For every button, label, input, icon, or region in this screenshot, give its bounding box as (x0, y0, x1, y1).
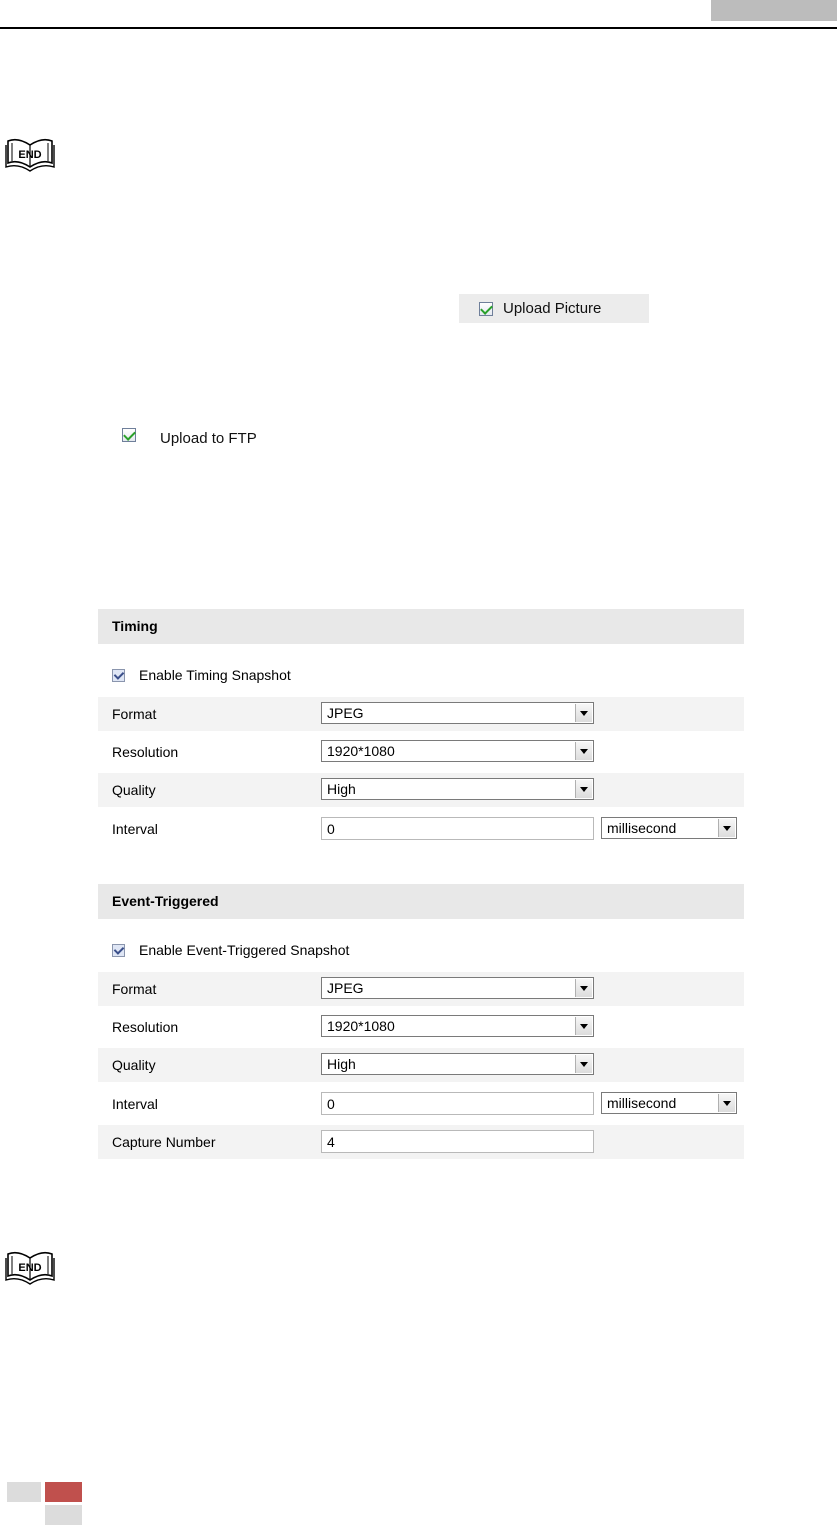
event-interval-input[interactable]: 0 (321, 1092, 594, 1115)
header-rule (0, 27, 837, 29)
event-resolution-select[interactable]: 1920*1080 (321, 1015, 594, 1037)
timing-quality-label: Quality (112, 782, 156, 798)
timing-enable-checkbox[interactable] (112, 669, 125, 682)
timing-format-row (98, 697, 744, 731)
svg-text:END: END (18, 1262, 42, 1274)
event-section-header: Event-Triggered (98, 884, 744, 919)
header-tab-block (711, 0, 837, 21)
event-capture-row (98, 1125, 744, 1159)
timing-quality-row (98, 773, 744, 807)
book-end-icon (4, 133, 56, 173)
upload-picture-checkbox[interactable] (479, 302, 493, 316)
timing-interval-label: Interval (112, 821, 158, 837)
chevron-down-icon[interactable] (575, 1017, 592, 1035)
event-interval-row (98, 1087, 744, 1121)
footer-block-red (45, 1482, 82, 1502)
chevron-down-icon[interactable] (718, 1094, 735, 1112)
timing-enable-label: Enable Timing Snapshot (139, 667, 291, 683)
svg-text:END: END (18, 149, 42, 161)
event-quality-select[interactable]: High (321, 1053, 594, 1075)
timing-interval-row (98, 812, 744, 846)
timing-interval-input[interactable]: 0 (321, 817, 594, 840)
timing-format-select[interactable]: JPEG (321, 702, 594, 724)
timing-section-header: Timing (98, 609, 744, 644)
timing-quality-select[interactable]: High (321, 778, 594, 800)
timing-format-label: Format (112, 706, 157, 722)
event-resolution-row (98, 1010, 744, 1044)
chevron-down-icon[interactable] (575, 1055, 592, 1073)
timing-resolution-select[interactable]: 1920*1080 (321, 740, 594, 762)
event-resolution-label: Resolution (112, 1019, 179, 1035)
chevron-down-icon[interactable] (575, 780, 592, 798)
event-interval-unit-select[interactable]: millisecond (601, 1092, 737, 1114)
event-quality-row (98, 1048, 744, 1082)
upload-picture-option[interactable] (459, 294, 649, 323)
event-enable-label: Enable Event-Triggered Snapshot (139, 942, 350, 958)
event-format-label: Format (112, 981, 157, 997)
timing-resolution-row (98, 735, 744, 769)
upload-ftp-checkbox[interactable] (122, 428, 136, 442)
upload-ftp-label: Upload to FTP (160, 430, 257, 447)
event-format-select[interactable]: JPEG (321, 977, 594, 999)
chevron-down-icon[interactable] (575, 742, 592, 760)
event-format-row (98, 972, 744, 1006)
event-quality-label: Quality (112, 1057, 156, 1073)
timing-interval-unit-select[interactable]: millisecond (601, 817, 737, 839)
event-interval-label: Interval (112, 1096, 158, 1112)
footer-block-gray (7, 1482, 41, 1502)
chevron-down-icon[interactable] (575, 704, 592, 722)
book-end-icon (4, 1246, 56, 1286)
upload-picture-label: Upload Picture (503, 300, 602, 317)
event-enable-row (98, 933, 744, 967)
event-enable-checkbox[interactable] (112, 944, 125, 957)
timing-enable-row (98, 658, 744, 692)
event-capture-label: Capture Number (112, 1134, 216, 1150)
chevron-down-icon[interactable] (718, 819, 735, 837)
chevron-down-icon[interactable] (575, 979, 592, 997)
timing-resolution-label: Resolution (112, 744, 179, 760)
footer-block-gray-lower (45, 1505, 82, 1525)
event-capture-input[interactable]: 4 (321, 1130, 594, 1153)
